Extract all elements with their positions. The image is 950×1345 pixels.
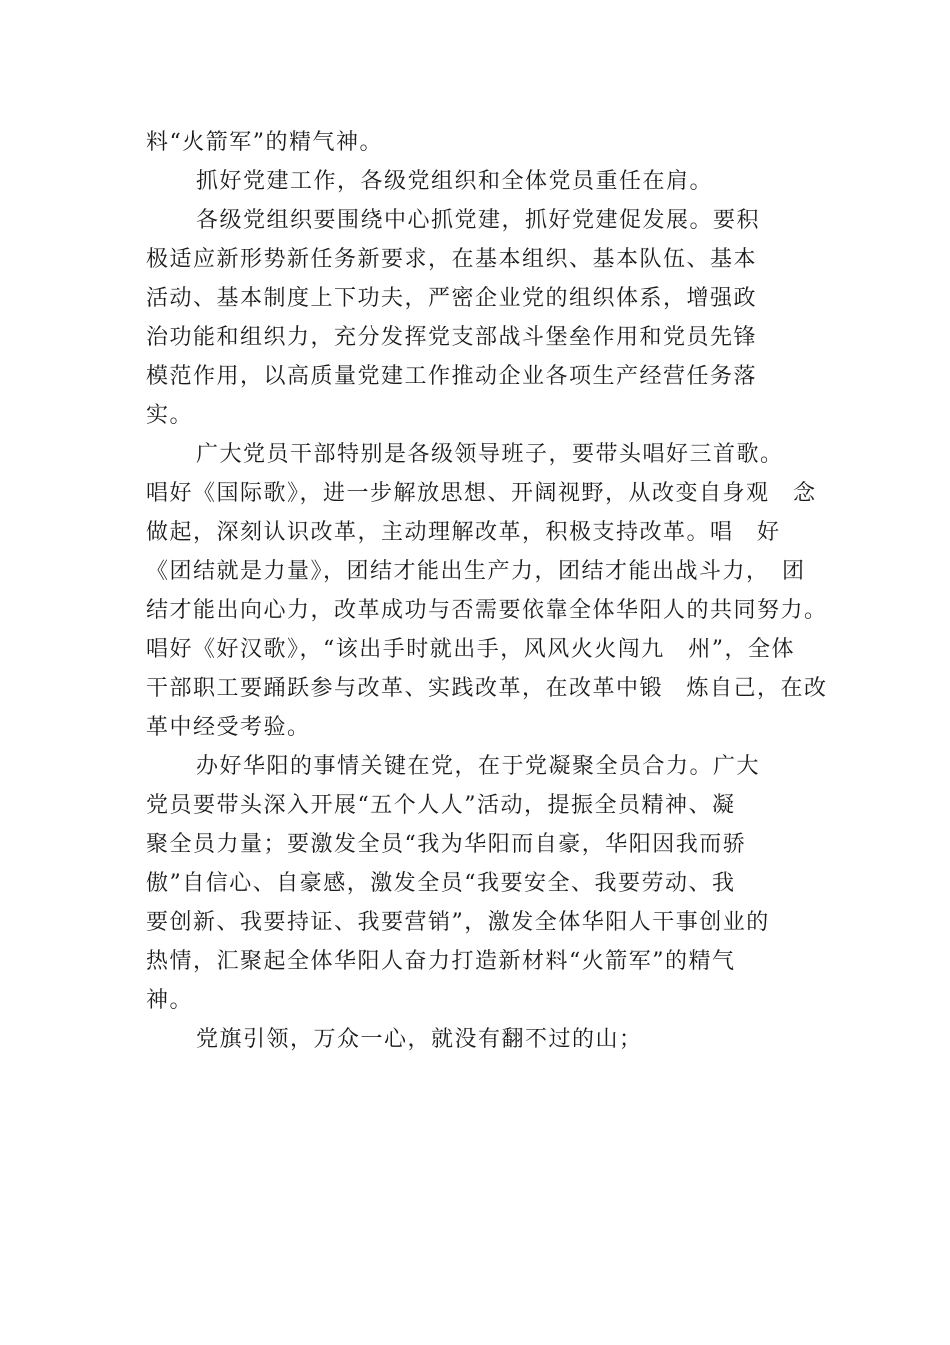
text-line: 做起，深刻认识改革，主动理解改革，积极支持改革。唱 好 [146,520,781,545]
text-line: 要创新、我要持证、我要营销”，激发全体华阳人干事创业的 [146,910,770,935]
text-line: 傲”自信心、自豪感，激发全员“我要安全、我要劳动、我 [146,871,736,896]
text-line: 模范作用，以高质量党建工作推动企业各项生产经营任务落 [146,364,758,389]
text-line: 治功能和组织力，充分发挥党支部战斗堡垒作用和党员先锋 [146,325,758,350]
text-line: 唱好《国际歌》，进一步解放思想、开阔视野，从改变自身观 念 [146,481,817,506]
text-line: 党旗引领，万众一心，就没有翻不过的山； [196,1027,643,1052]
text-line: 神。 [146,988,194,1013]
text-line: 革中经受考验。 [146,715,311,740]
text-line: 实。 [146,403,194,428]
text-line: 办好华阳的事情关键在党，在于党凝聚全员合力。广大 [196,754,761,779]
text-line: 结才能出向心力，改革成功与否需要依靠全体华阳人的共同努力。 [146,598,828,623]
text-line: 各级党组织要围绕中心抓党建，抓好党建促发展。要积 [196,208,761,233]
text-line: 极适应新形势新任务新要求，在基本组织、基本队伍、基本 [146,247,758,272]
text-line: 《团结就是力量》，团结才能出生产力，团结才能出战斗力， 团 [146,559,806,584]
text-line: 唱好《好汉歌》，“该出手时就出手，风风火火闯九 州”，全体 [146,637,795,662]
text-line: 干部职工要踊跃参与改革、实践改革，在改革中锻 炼自己，在改 [146,676,828,701]
text-line: 热情，汇聚起全体华阳人奋力打造新材料“火箭军”的精气 [146,949,736,974]
text-line: 抓好党建工作，各级党组织和全体党员重任在肩。 [196,169,714,194]
text-line: 聚全员力量；要激发全员“我为华阳而自豪，华阳因我而骄 [146,832,747,857]
text-line: 广大党员干部特别是各级领导班子，要带头唱好三首歌。 [196,442,784,467]
text-line: 活动、基本制度上下功夫，严密企业党的组织体系，增强政 [146,286,758,311]
document-body [146,123,846,1059]
text-line: 料“火箭军”的精气神。 [146,130,383,155]
text-line: 党员要带头深入开展“五个人人”活动，提振全员精神、凝 [146,793,736,818]
